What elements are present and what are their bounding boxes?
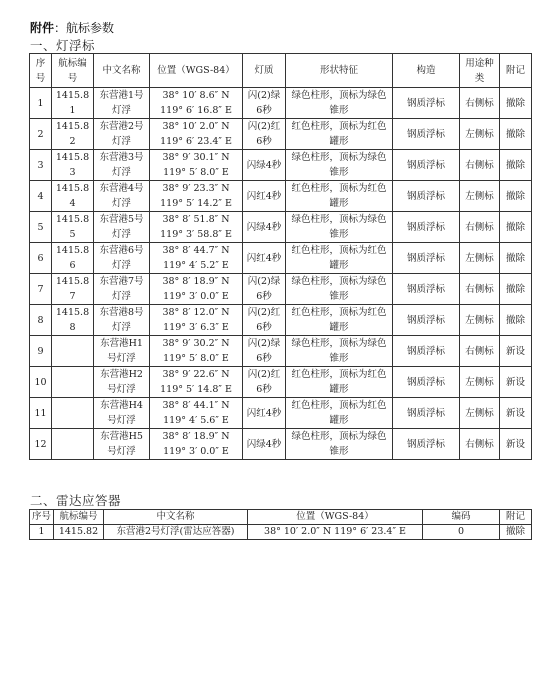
remark-remark: 撤除 xyxy=(505,159,525,171)
remark-remark: 撤除 xyxy=(505,97,525,109)
buoy-position xyxy=(150,274,243,305)
light-character-light: 闪(2)红6秒 xyxy=(247,369,281,395)
row-number-no: 12 xyxy=(34,438,47,450)
header-cell: 航标编号 xyxy=(52,54,94,88)
header-cell: 用途种类 xyxy=(460,54,500,88)
purpose-type-purpose: 右侧标 xyxy=(465,97,494,109)
light-character-light: 闪(2)绿6秒 xyxy=(247,90,281,116)
buoy-code xyxy=(52,212,94,243)
header-cell: 位置（WGS-84） xyxy=(150,54,243,88)
light-character-light: 闪红4秒 xyxy=(246,252,282,264)
light-character xyxy=(243,243,286,274)
structure-type-structure: 钢质浮标 xyxy=(406,283,445,295)
buoy-code xyxy=(52,398,94,429)
buoy-position-lon: 119° 3′ 58.8″ E xyxy=(160,229,232,240)
row-number xyxy=(30,305,52,336)
shape-description-shape: 红色柱形，顶标为红色罐形 xyxy=(291,369,387,395)
remark xyxy=(500,150,532,181)
row-number-no: 10 xyxy=(34,376,47,388)
light-character-light: 闪(2)绿6秒 xyxy=(247,276,281,302)
purpose-type-purpose: 右侧标 xyxy=(465,283,494,295)
buoy-code xyxy=(52,336,94,367)
header-cell: 序号 xyxy=(30,54,52,88)
row-number xyxy=(30,181,52,212)
attachment-label: 附件 xyxy=(30,21,55,35)
buoy-name xyxy=(94,429,150,460)
radar-transponder-table xyxy=(29,509,532,540)
buoy-position xyxy=(150,88,243,119)
structure-type-structure: 钢质浮标 xyxy=(406,97,445,109)
table-row xyxy=(30,336,532,367)
purpose-type-purpose: 右侧标 xyxy=(465,345,494,357)
remark xyxy=(500,429,532,460)
buoy-name xyxy=(94,119,150,150)
transponder-code: 1415.82 xyxy=(54,525,104,540)
structure-type xyxy=(393,398,460,429)
light-character xyxy=(243,181,286,212)
purpose-type xyxy=(460,429,500,460)
buoy-name xyxy=(94,367,150,398)
shape-description-shape: 红色柱形，顶标为红色罐形 xyxy=(291,400,387,426)
remark-remark: 新设 xyxy=(505,407,525,419)
purpose-type xyxy=(460,181,500,212)
buoy-position xyxy=(150,367,243,398)
table-row xyxy=(30,274,532,305)
remark xyxy=(500,88,532,119)
purpose-type xyxy=(460,398,500,429)
shape-description xyxy=(286,429,393,460)
light-character-light: 闪(2)红6秒 xyxy=(247,307,281,333)
table-row xyxy=(30,525,532,540)
buoy-name-name: 东营港3号灯浮 xyxy=(99,152,144,178)
transponder-remark: 撤除 xyxy=(500,525,532,540)
buoy-name xyxy=(94,274,150,305)
buoy-code-code: 1415.82 xyxy=(55,121,90,147)
buoy-position xyxy=(150,181,243,212)
buoy-name-name: 东营港6号灯浮 xyxy=(99,245,144,271)
purpose-type xyxy=(460,119,500,150)
buoy-position-lon: 119° 6′ 16.8″ E xyxy=(160,105,232,116)
buoy-position xyxy=(150,305,243,336)
buoy-position-lon: 119° 5′ 8.0″ E xyxy=(163,167,229,178)
buoy-position xyxy=(150,398,243,429)
shape-description-shape: 绿色柱形，顶标为绿色锥形 xyxy=(291,338,387,364)
row-number xyxy=(30,398,52,429)
shape-description xyxy=(286,398,393,429)
light-character xyxy=(243,398,286,429)
structure-type xyxy=(393,88,460,119)
buoy-position xyxy=(150,336,243,367)
structure-type xyxy=(393,150,460,181)
buoy-code-code: 1415.86 xyxy=(55,245,90,271)
light-character xyxy=(243,119,286,150)
structure-type xyxy=(393,336,460,367)
light-character xyxy=(243,305,286,336)
table-row xyxy=(30,305,532,336)
remark-remark: 撤除 xyxy=(505,128,525,140)
header-cell: 构造 xyxy=(393,54,460,88)
attachment-colon: ： xyxy=(54,21,67,35)
shape-description-shape: 红色柱形，顶标为红色罐形 xyxy=(291,245,387,271)
purpose-type xyxy=(460,274,500,305)
remark-remark: 新设 xyxy=(505,345,525,357)
buoy-code xyxy=(52,150,94,181)
attachment-title: 航标参数 xyxy=(66,21,115,35)
buoy-position-lat: 38° 8′ 44.1″ N xyxy=(162,400,230,411)
buoy-name-name: 东营港H1号灯浮 xyxy=(100,338,143,364)
buoy-position-lat: 38° 10′ 8.6″ N xyxy=(162,90,230,101)
purpose-type xyxy=(460,150,500,181)
buoy-code-code: 1415.88 xyxy=(55,307,90,333)
row-number-no: 6 xyxy=(37,252,44,264)
shape-description xyxy=(286,367,393,398)
table-row xyxy=(30,181,532,212)
purpose-type xyxy=(460,243,500,274)
buoy-position-lon: 119° 5′ 14.8″ E xyxy=(160,384,232,395)
row-number-no: 2 xyxy=(37,128,44,140)
remark xyxy=(500,305,532,336)
transponder-no: 1 xyxy=(30,525,54,540)
buoy-name-name: 东营港7号灯浮 xyxy=(99,276,144,302)
shape-description xyxy=(286,212,393,243)
remark-remark: 撤除 xyxy=(505,283,525,295)
light-character xyxy=(243,367,286,398)
transponder-position: 38° 10′ 2.0″ N 119° 6′ 23.4″ E xyxy=(248,525,423,540)
row-number xyxy=(30,119,52,150)
buoy-position-lat: 38° 8′ 18.9″ N xyxy=(162,431,230,442)
header-cell: 附记 xyxy=(500,510,532,525)
header-cell: 航标编号 xyxy=(54,510,104,525)
buoy-code xyxy=(52,429,94,460)
remark-remark: 撤除 xyxy=(505,314,525,326)
header-cell: 附记 xyxy=(500,54,532,88)
buoy-name-name: 东营港5号灯浮 xyxy=(99,214,144,240)
buoy-position-lon: 119° 5′ 8.0″ E xyxy=(163,353,229,364)
buoy-position xyxy=(150,150,243,181)
light-character-light: 闪(2)绿6秒 xyxy=(247,338,281,364)
buoy-position-lat: 38° 8′ 18.9″ N xyxy=(162,276,230,287)
table-row xyxy=(30,212,532,243)
purpose-type xyxy=(460,88,500,119)
structure-type xyxy=(393,181,460,212)
header-cell: 位置（WGS-84） xyxy=(248,510,423,525)
shape-description-shape: 红色柱形，顶标为红色罐形 xyxy=(291,307,387,333)
buoy-code-code: 1415.83 xyxy=(55,152,90,178)
buoy-position-lon: 119° 3′ 0.0″ E xyxy=(163,446,229,457)
buoy-name-name: 东营港1号灯浮 xyxy=(99,90,144,116)
purpose-type-purpose: 右侧标 xyxy=(465,159,494,171)
buoy-position-lat: 38° 8′ 44.7″ N xyxy=(162,245,230,256)
buoy-name xyxy=(94,181,150,212)
row-number xyxy=(30,243,52,274)
buoy-code-code: 1415.87 xyxy=(55,276,90,302)
table-row xyxy=(30,150,532,181)
buoy-code-code: 1415.81 xyxy=(55,90,90,116)
structure-type xyxy=(393,119,460,150)
purpose-type-purpose: 左侧标 xyxy=(465,314,494,326)
light-character-light: 闪红4秒 xyxy=(246,407,282,419)
purpose-type-purpose: 左侧标 xyxy=(465,190,494,202)
shape-description-shape: 绿色柱形，顶标为绿色锥形 xyxy=(291,276,387,302)
buoy-name-name: 东营港2号灯浮 xyxy=(99,121,144,147)
table-row xyxy=(30,243,532,274)
purpose-type xyxy=(460,336,500,367)
buoy-position xyxy=(150,119,243,150)
purpose-type-purpose: 左侧标 xyxy=(465,252,494,264)
structure-type xyxy=(393,274,460,305)
section-title-radar-transponder: 二、雷达应答器 xyxy=(30,493,122,508)
table-row xyxy=(30,398,532,429)
light-character-light: 闪绿4秒 xyxy=(246,438,282,450)
shape-description-shape: 红色柱形，顶标为红色罐形 xyxy=(291,121,387,147)
table-header-row xyxy=(30,510,532,525)
light-character-light: 闪绿4秒 xyxy=(246,221,282,233)
header-cell: 形状特征 xyxy=(286,54,393,88)
shape-description-shape: 红色柱形，顶标为红色罐形 xyxy=(291,183,387,209)
shape-description xyxy=(286,243,393,274)
row-number xyxy=(30,367,52,398)
remark xyxy=(500,367,532,398)
purpose-type-purpose: 左侧标 xyxy=(465,128,494,140)
structure-type-structure: 钢质浮标 xyxy=(406,345,445,357)
remark xyxy=(500,119,532,150)
buoy-code xyxy=(52,181,94,212)
light-character xyxy=(243,212,286,243)
structure-type xyxy=(393,243,460,274)
row-number xyxy=(30,88,52,119)
row-number-no: 4 xyxy=(37,190,44,202)
light-character xyxy=(243,88,286,119)
row-number xyxy=(30,336,52,367)
buoy-position-lat: 38° 8′ 12.0″ N xyxy=(162,307,230,318)
row-number-no: 1 xyxy=(37,97,44,109)
remark-remark: 撤除 xyxy=(505,190,525,202)
row-number-no: 9 xyxy=(37,345,44,357)
remark xyxy=(500,336,532,367)
shape-description xyxy=(286,274,393,305)
purpose-type xyxy=(460,367,500,398)
buoy-name-name: 东营港4号灯浮 xyxy=(99,183,144,209)
buoy-position-lat: 38° 8′ 51.8″ N xyxy=(162,214,230,225)
remark-remark: 撤除 xyxy=(505,221,525,233)
remark xyxy=(500,243,532,274)
light-character-light: 闪(2)红6秒 xyxy=(247,121,281,147)
header-cell: 灯质 xyxy=(243,54,286,88)
buoy-position-lat: 38° 9′ 23.3″ N xyxy=(162,183,230,194)
shape-description xyxy=(286,150,393,181)
buoy-position-lon: 119° 6′ 23.4″ E xyxy=(160,136,232,147)
buoy-position-lon: 119° 3′ 6.3″ E xyxy=(163,322,229,333)
structure-type xyxy=(393,367,460,398)
attachment-heading xyxy=(30,19,114,36)
buoy-name xyxy=(94,150,150,181)
buoy-code-code: 1415.84 xyxy=(55,183,90,209)
structure-type-structure: 钢质浮标 xyxy=(406,190,445,202)
buoy-name-name: 东营港H2号灯浮 xyxy=(100,369,143,395)
header-cell: 序号 xyxy=(30,510,54,525)
buoy-name-name: 东营港H4号灯浮 xyxy=(100,400,143,426)
buoy-position-lat: 38° 9′ 22.6″ N xyxy=(162,369,230,380)
buoy-position xyxy=(150,243,243,274)
purpose-type-purpose: 右侧标 xyxy=(465,221,494,233)
row-number-no: 3 xyxy=(37,159,44,171)
row-number-no: 11 xyxy=(34,407,47,419)
buoy-position-lat: 38° 9′ 30.1″ N xyxy=(162,152,230,163)
buoy-name-name: 东营港H5号灯浮 xyxy=(100,431,143,457)
buoy-name xyxy=(94,88,150,119)
row-number-no: 7 xyxy=(37,283,44,295)
shape-description xyxy=(286,181,393,212)
row-number xyxy=(30,150,52,181)
light-character xyxy=(243,150,286,181)
transponder-name: 东营港2号灯浮(雷达应答器) xyxy=(104,525,248,540)
structure-type xyxy=(393,305,460,336)
buoy-position xyxy=(150,429,243,460)
buoy-name xyxy=(94,336,150,367)
header-cell: 中文名称 xyxy=(94,54,150,88)
buoy-name xyxy=(94,212,150,243)
table-row xyxy=(30,119,532,150)
remark-remark: 新设 xyxy=(505,376,525,388)
buoy-code-code: 1415.85 xyxy=(55,214,90,240)
table-header-row xyxy=(30,54,532,88)
shape-description xyxy=(286,336,393,367)
buoy-position xyxy=(150,212,243,243)
light-character xyxy=(243,429,286,460)
table-row xyxy=(30,88,532,119)
buoy-position-lon: 119° 4′ 5.2″ E xyxy=(163,260,229,271)
row-number-no: 5 xyxy=(37,221,44,233)
light-character-light: 闪绿4秒 xyxy=(246,159,282,171)
purpose-type-purpose: 右侧标 xyxy=(465,438,494,450)
buoy-code xyxy=(52,274,94,305)
remark xyxy=(500,212,532,243)
row-number xyxy=(30,429,52,460)
purpose-type xyxy=(460,212,500,243)
shape-description xyxy=(286,119,393,150)
purpose-type xyxy=(460,305,500,336)
remark xyxy=(500,181,532,212)
buoy-position-lat: 38° 10′ 2.0″ N xyxy=(162,121,230,132)
light-character xyxy=(243,274,286,305)
table-row xyxy=(30,367,532,398)
purpose-type-purpose: 左侧标 xyxy=(465,407,494,419)
structure-type-structure: 钢质浮标 xyxy=(406,159,445,171)
structure-type-structure: 钢质浮标 xyxy=(406,376,445,388)
shape-description-shape: 绿色柱形，顶标为绿色锥形 xyxy=(291,90,387,116)
remark xyxy=(500,398,532,429)
structure-type-structure: 钢质浮标 xyxy=(406,252,445,264)
buoy-code xyxy=(52,305,94,336)
header-cell: 编码 xyxy=(423,510,500,525)
shape-description xyxy=(286,88,393,119)
shape-description-shape: 绿色柱形，顶标为绿色锥形 xyxy=(291,431,387,457)
remark-remark: 撤除 xyxy=(505,252,525,264)
structure-type-structure: 钢质浮标 xyxy=(406,407,445,419)
light-character-light: 闪红4秒 xyxy=(246,190,282,202)
structure-type xyxy=(393,429,460,460)
buoy-code xyxy=(52,243,94,274)
row-number-no: 8 xyxy=(37,314,44,326)
buoy-position-lon: 119° 5′ 14.2″ E xyxy=(160,198,232,209)
remark xyxy=(500,274,532,305)
structure-type-structure: 钢质浮标 xyxy=(406,221,445,233)
remark-remark: 新设 xyxy=(505,438,525,450)
buoy-code xyxy=(52,119,94,150)
buoy-code xyxy=(52,88,94,119)
buoy-name-name: 东营港8号灯浮 xyxy=(99,307,144,333)
buoy-name xyxy=(94,305,150,336)
buoy-code xyxy=(52,367,94,398)
row-number xyxy=(30,212,52,243)
shape-description-shape: 绿色柱形，顶标为绿色锥形 xyxy=(291,214,387,240)
buoy-position-lon: 119° 4′ 5.6″ E xyxy=(163,415,229,426)
row-number xyxy=(30,274,52,305)
transponder-coding: 0 xyxy=(423,525,500,540)
buoy-name xyxy=(94,243,150,274)
table-row xyxy=(30,429,532,460)
light-character xyxy=(243,336,286,367)
purpose-type-purpose: 左侧标 xyxy=(465,376,494,388)
buoy-position-lat: 38° 9′ 30.2″ N xyxy=(162,338,230,349)
header-cell: 中文名称 xyxy=(104,510,248,525)
buoy-position-lon: 119° 3′ 0.0″ E xyxy=(163,291,229,302)
structure-type-structure: 钢质浮标 xyxy=(406,438,445,450)
light-buoy-table xyxy=(29,53,532,460)
section-title-light-buoys: 一、灯浮标 xyxy=(30,38,96,53)
shape-description xyxy=(286,305,393,336)
structure-type xyxy=(393,212,460,243)
structure-type-structure: 钢质浮标 xyxy=(406,128,445,140)
shape-description-shape: 绿色柱形，顶标为绿色锥形 xyxy=(291,152,387,178)
structure-type-structure: 钢质浮标 xyxy=(406,314,445,326)
buoy-name xyxy=(94,398,150,429)
